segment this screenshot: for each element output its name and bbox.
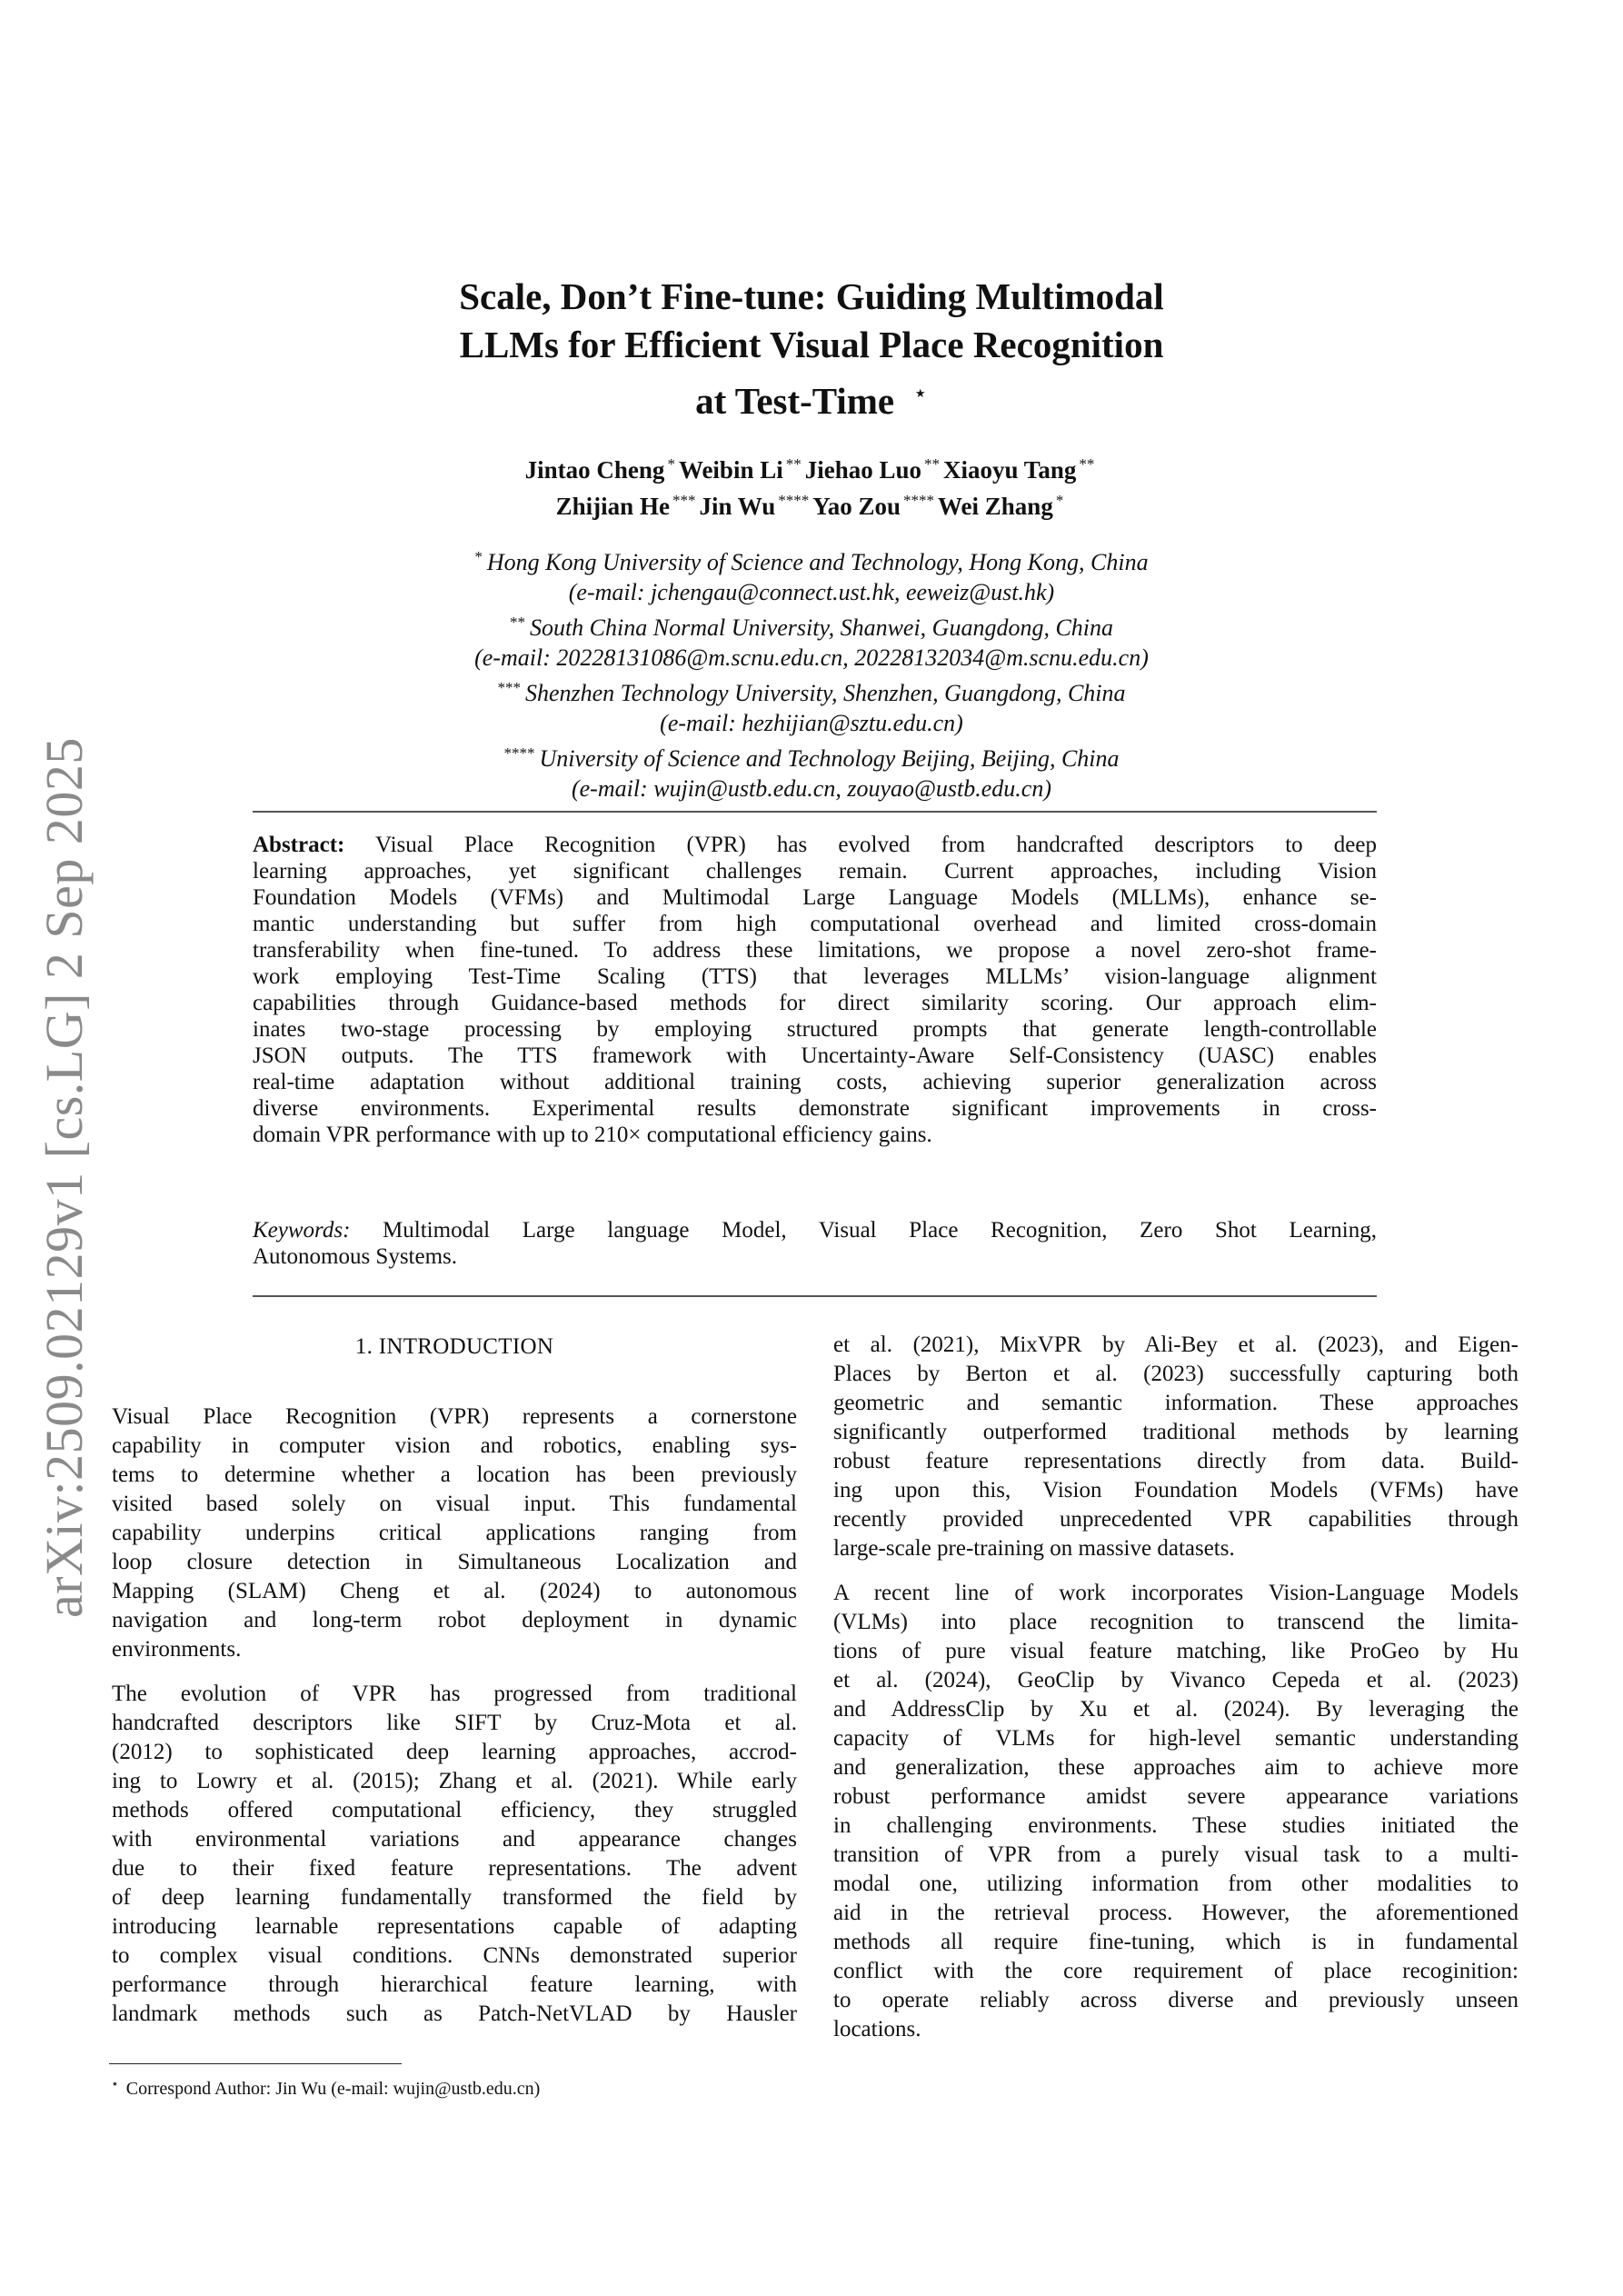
abstract-line: Foundation Models (VFMs) and Multimodal Large Language Models (MLLMs), enhance se-: [253, 885, 1377, 910]
title-line-3-text: at Test-Time: [695, 380, 895, 422]
section-heading-introduction: 1. INTRODUCTION: [354, 1334, 554, 1359]
paragraph-line: to complex visual conditions. CNNs demonstrated superior: [112, 1943, 797, 1968]
abstract-line: diverse environments. Experimental results demonstrate significant improvements in cross-: [253, 1096, 1377, 1121]
author-affiliation-mark: **: [1079, 455, 1095, 473]
abstract-line: domain VPR performance with up to 210× computational efficiency gains.: [253, 1123, 932, 1147]
abstract-bottom-rule: [253, 1295, 1377, 1297]
paragraph-line: conflict with the core requirement of place recoginition:: [833, 1959, 1518, 1983]
footnote-rule: [109, 2063, 402, 2064]
paragraph: [112, 1403, 797, 1664]
affiliation-line: [273, 607, 1350, 643]
abstract-line: [253, 832, 1377, 858]
author-name: Weibin Li: [678, 456, 783, 484]
affiliation-line: [273, 673, 1350, 708]
author-list: [273, 449, 1350, 522]
author-name: Xiaoyu Tang: [943, 456, 1077, 484]
paragraph-line: introducing learnable representations capable of adapting: [112, 1914, 797, 1939]
author-name: Zhijian He: [555, 493, 670, 520]
affiliation-mark: *: [474, 548, 483, 565]
affiliation-mark: ***: [497, 679, 521, 696]
author-affiliation-mark: ****: [903, 492, 935, 509]
author-line-2: [273, 485, 1350, 522]
footnote: [111, 2073, 540, 2101]
paragraph-line: methods all require fine-tuning, which is in fundamental: [833, 1930, 1518, 1954]
author-line-1: [273, 449, 1350, 485]
keywords-label: Keywords:: [253, 1218, 351, 1243]
paragraph-line: with environmental variations and appearance changes: [112, 1827, 797, 1852]
author-name: Yao Zou: [812, 493, 901, 520]
author-name: Wei Zhang: [938, 493, 1053, 520]
affiliation-mark: **: [509, 614, 525, 631]
keywords: [253, 1217, 1377, 1270]
paragraph-line: performance through hierarchical feature learning, with: [112, 1972, 797, 1997]
title-footnote-mark: ⋆: [912, 380, 928, 406]
paragraph-line: navigation and long-term robot deployment in dynamic: [112, 1608, 797, 1632]
paragraph-line: environments.: [112, 1637, 242, 1662]
paragraph-line: significantly outperformed traditional methods by learning: [833, 1420, 1518, 1444]
affiliation-name: South China Normal University, Shanwei, Guangdong, China: [529, 614, 1114, 641]
paragraph-line: robust feature representations directly from data. Build-: [833, 1449, 1518, 1473]
title-line-2: LLMs for Efficient Visual Place Recognition: [459, 324, 1164, 365]
paragraph-line: handcrafted descriptors like SIFT by Cruz-Mota et al.: [112, 1711, 797, 1735]
author-name: Jiehao Luo: [804, 456, 922, 484]
keywords-line: Autonomous Systems.: [253, 1244, 458, 1269]
abstract: [253, 832, 1377, 1148]
paragraph-line: landmark methods such as Patch-NetVLAD by Hausler: [112, 2002, 797, 2026]
affiliation-email: (e-mail: wujin@ustb.edu.cn, zouyao@ustb.edu.cn): [571, 775, 1052, 802]
paragraph-line: geometric and semantic information. These approaches: [833, 1391, 1518, 1415]
abstract-label: Abstract:: [253, 833, 345, 857]
abstract-line: mantic understanding but suffer from high computational overhead and limited cross-domain: [253, 912, 1377, 936]
abstract-line: learning approaches, yet significant challenges remain. Current approaches, including Vision: [253, 859, 1377, 883]
author-affiliation-mark: *: [1055, 492, 1064, 509]
title-line-3: [273, 369, 1350, 425]
left-column-paragraphs: [112, 1403, 797, 2029]
author-affiliation-mark: **: [785, 455, 802, 473]
author-affiliation-mark: **: [924, 455, 941, 473]
author-name: Jintao Cheng: [524, 456, 665, 484]
paragraph-line: A recent line of work incorporates Vision-Language Models: [833, 1581, 1518, 1605]
paragraph: [112, 1680, 797, 2029]
footnote-star-mark: ⋆: [111, 2078, 119, 2091]
abstract-line-text: Visual Place Recognition (VPR) has evolved from handcrafted descriptors to deep: [344, 833, 1377, 857]
paragraph-line: ing to Lowry et al. (2015); Zhang et al. (2021). While early: [112, 1769, 797, 1793]
paragraph-line: due to their fixed feature representations. The advent: [112, 1856, 797, 1881]
paragraph: [833, 1331, 1518, 1563]
paragraph-line: Places by Berton et al. (2023) successfully capturing both: [833, 1362, 1518, 1386]
affiliation-mark: ****: [503, 744, 535, 762]
paragraph-line: and generalization, these approaches aim to achieve more: [833, 1755, 1518, 1780]
author-name: Jin Wu: [699, 493, 776, 520]
author-affiliation-mark: *: [667, 455, 675, 473]
paragraph-line: (2012) to sophisticated deep learning approaches, accrod-: [112, 1740, 797, 1764]
paper-title: [273, 273, 1350, 425]
keywords-line-text: Multimodal Large language Model, Visual Place Recognition, Zero Shot Learning,: [350, 1218, 1377, 1243]
right-column-paragraphs: [833, 1331, 1518, 2044]
affiliation-line: [273, 542, 1350, 577]
paragraph-line: et al. (2021), MixVPR by Ali-Bey et al. (2023), and Eigen-: [833, 1333, 1518, 1357]
paragraph-line: loop closure detection in Simultaneous Localization and: [112, 1550, 797, 1574]
abstract-line: real-time adaptation without additional training costs, achieving superior generalization across: [253, 1070, 1377, 1094]
paragraph-line: tems to determine whether a location has been previously: [112, 1462, 797, 1487]
paragraph-line: Mapping (SLAM) Cheng et al. (2024) to autonomous: [112, 1579, 797, 1603]
paragraph-line: (VLMs) into place recognition to transcend the limita-: [833, 1610, 1518, 1634]
paragraph-line: and AddressClip by Xu et al. (2024). By leveraging the: [833, 1697, 1518, 1722]
keywords-line: [253, 1217, 1377, 1243]
paragraph-line: modal one, utilizing information from other modalities to: [833, 1872, 1518, 1896]
affiliation-email: (e-mail: jchengau@connect.ust.hk, eeweiz@ust.hk): [568, 579, 1055, 605]
abstract-line: transferability when fine-tuned. To address these limitations, we propose a novel zero-shot frame-: [253, 938, 1377, 963]
affiliation-name: Hong Kong University of Science and Technology, Hong Kong, China: [486, 549, 1149, 575]
title-line-1: Scale, Don’t Fine-tune: Guiding Multimodal: [459, 275, 1164, 317]
affiliation-line: [273, 738, 1350, 774]
affiliation-email: (e-mail: 20228131086@m.scnu.edu.cn, 20228132034@m.scnu.edu.cn): [474, 644, 1149, 671]
author-affiliation-mark: ***: [672, 492, 696, 509]
arxiv-identifier-stamp: arXiv:2509.02129v1 [cs.LG] 2 Sep 2025: [35, 737, 94, 1618]
paragraph-line: recently provided unprecedented VPR capabilities through: [833, 1507, 1518, 1532]
paragraph-line: visited based solely on visual input. This fundamental: [112, 1492, 797, 1516]
paragraph-line: methods offered computational efficiency, they struggled: [112, 1798, 797, 1822]
paragraph-line: et al. (2024), GeoClip by Vivanco Cepeda et al. (2023): [833, 1668, 1518, 1692]
author-affiliation-mark: ****: [778, 492, 810, 509]
paragraph-line: The evolution of VPR has progressed from traditional: [112, 1682, 797, 1706]
abstract-line: JSON outputs. The TTS framework with Uncertainty-Aware Self-Consistency (UASC) enables: [253, 1043, 1377, 1068]
paragraph-line: aid in the retrieval process. However, the aforementioned: [833, 1901, 1518, 1925]
right-column: [833, 1331, 1518, 2060]
paragraph-line: capability in computer vision and robotics, enabling sys-: [112, 1433, 797, 1458]
paragraph-line: capacity of VLMs for high-level semantic understanding: [833, 1726, 1518, 1751]
affiliation-email: (e-mail: hezhijian@sztu.edu.cn): [660, 710, 963, 736]
paragraph-line: robust performance amidst severe appearance variations: [833, 1784, 1518, 1809]
paragraph-line: in challenging environments. These studies initiated the: [833, 1813, 1518, 1838]
paragraph: [833, 1579, 1518, 2044]
paragraph-line: of deep learning fundamentally transformed the field by: [112, 1885, 797, 1910]
paragraph-line: to operate reliably across diverse and previously unseen: [833, 1988, 1518, 2012]
paragraph-line: ing upon this, Vision Foundation Models (VFMs) have: [833, 1478, 1518, 1502]
abstract-line: capabilities through Guidance-based methods for direct similarity scoring. Our approach elim-: [253, 991, 1377, 1015]
paragraph-line: transition of VPR from a purely visual task to a multi-: [833, 1842, 1518, 1867]
abstract-line: inates two-stage processing by employing structured prompts that generate length-controllable: [253, 1017, 1377, 1042]
paragraph-line: Visual Place Recognition (VPR) represents a cornerstone: [112, 1404, 797, 1429]
paragraph-line: tions of pure visual feature matching, like ProGeo by Hu: [833, 1639, 1518, 1663]
abstract-line: work employing Test-Time Scaling (TTS) that leverages MLLMs’ vision-language alignment: [253, 964, 1377, 989]
paragraph-line: capability underpins critical applications ranging from: [112, 1521, 797, 1545]
affiliation-name: Shenzhen Technology University, Shenzhen, Guangdong, China: [524, 680, 1126, 706]
affiliation-name: University of Science and Technology Beijing, Beijing, China: [539, 745, 1120, 772]
abstract-top-rule: [253, 811, 1377, 813]
paragraph-line: large-scale pre-training on massive datasets.: [833, 1536, 1235, 1561]
left-column: [112, 1333, 797, 2044]
affiliations: [273, 542, 1350, 804]
footnote-text: Correspond Author: Jin Wu (e-mail: wujin@ustb.edu.cn): [125, 2079, 541, 2099]
paragraph-line: locations.: [833, 2017, 921, 2041]
